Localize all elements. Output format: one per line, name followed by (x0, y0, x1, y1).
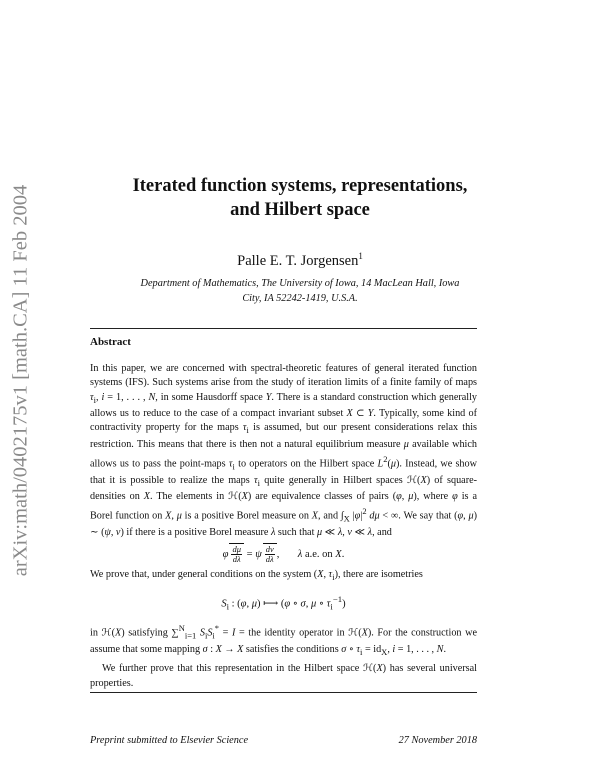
arxiv-sidebar-identifier (4, 145, 38, 615)
affiliation (96, 276, 504, 306)
author-name: Palle E. T. Jorgensen (237, 252, 359, 269)
abstract-paragraph-2: We prove that, under general conditions on the system (X, $\tau_i$), there are isometries (90, 569, 423, 583)
paper-title (90, 174, 510, 222)
affiliation-line-1: Department of Mathematics, The University of Iowa, 14 MacLean Hall, Iowa (140, 278, 460, 289)
equation-equivalence: φ $\frac{d\mu}{d\lambda}$ = ψ $\frac{d\nu}{d\lambda}$ , λ a.e. on X. (222, 544, 345, 565)
affiliation-line-2: City, IA 52242-1419, U.S.A. (242, 293, 358, 304)
footer (90, 735, 477, 746)
footer-preprint-note: Preprint submitted to Elsevier Science (90, 735, 249, 746)
title-line-2: and Hilbert space (230, 200, 370, 220)
abstract-body (90, 362, 477, 691)
equation-isometry: $S_i$ : (φ, μ) ⟼ (φ ∘ σ, μ ∘ $\tau_i^{-1}$) (221, 593, 346, 612)
title-line-1: Iterated function systems, representations, (132, 176, 468, 196)
abstract-paragraph-3: in ℋ(X) satisfying ∑$^N_{i=1}$ $S_iS_i^* = I$ = the identity operator in ℋ(X). For the construction we assume that some mapping σ : X → X satisfies the conditions σ ∘ $\tau_i = id_X$, i = 1, . . . , N. (90, 623, 477, 658)
arxiv-id-text: arXiv:math/0402175v1 [math.CA] 11 Feb 2004 (9, 184, 32, 576)
abstract-paragraph-1: In this paper, we are concerned with spectral-theoretic features of general iterated function systems (IFS). Such systems arise from the study of iteration limits of a finite family of maps $\tau_i$, i = 1, . . . , N, in some Hausdorff space Y. There is a standard construction which generally allows us to reduce to the case of a compact invariant subset X ⊂ Y. Typically, some kind of contractivity property for the maps $\tau_i$ is assumed, but our present considerations relax this restriction. This means that there is then not a natural equilibrium measure μ available which allows us to pass the point-maps $\tau_i$ to operators on the Hilbert space $L^2(\mu)$. Instead, we show that it is possible to realize the maps $\tau_i$ quite generally in Hilbert spaces ℋ(X) of square-densities on X. The elements in ℋ(X) are equivalence classes of pairs (φ, μ), where φ is a Borel function on X, μ is a positive Borel measure on X, and $\int_X$ $|\varphi|^2$ dμ < ∞. We say that (φ, μ) ∼ (ψ, ν) if there is a positive Borel measure λ such that μ ≪ λ, ν ≪ λ, and (90, 363, 478, 538)
footer-date: 27 November 2018 (398, 735, 477, 746)
author-footnote-mark: 1 (358, 251, 363, 261)
abstract-top-rule (90, 328, 477, 329)
author-line (90, 251, 510, 270)
abstract-paragraph-4: We further prove that this representation in the Hilbert space ℋ(X) has several universal properties. (90, 663, 477, 689)
abstract-bottom-rule (90, 692, 477, 693)
abstract-heading: Abstract (90, 336, 131, 348)
